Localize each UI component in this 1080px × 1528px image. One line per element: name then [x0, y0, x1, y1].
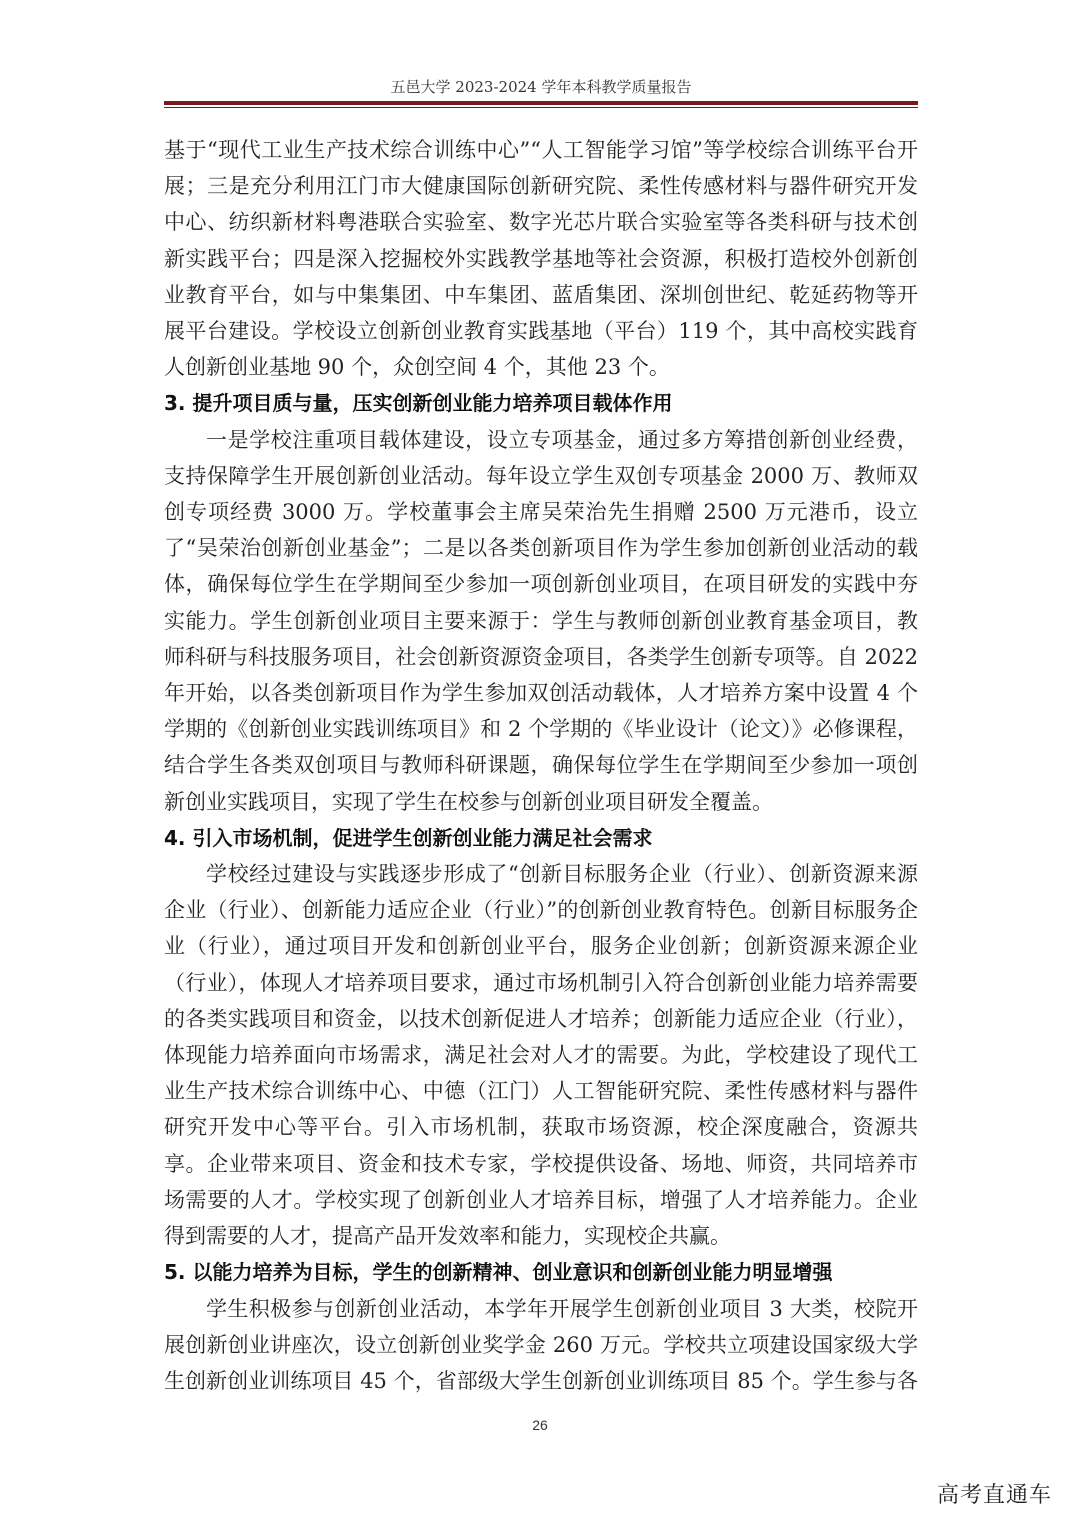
heading-section-4: 4. 引入市场机制，促进学生创新创业能力满足社会需求 [164, 825, 653, 850]
body-text [164, 132, 918, 1399]
running-header: 五邑大学 2023-2024 学年本科教学质量报告 [390, 78, 692, 96]
heading-section-3: 3. 提升项目质与量，压实创新创业能力培养项目载体作用 [164, 391, 673, 416]
header-rule-thin [164, 107, 918, 108]
header-rule-thick [164, 101, 918, 105]
paragraph-student-abilities: 学生积极参与创新创业活动，本学年开展学生创新创业项目 3 大类，校院开展创新创业讲座次，设立创新创业奖学金 260 万元。学校共立项建设国家级大学生创新创业训练项目 45 个，省部级大学生创新创业训练项目 85 个。学生参与各 [164, 1296, 918, 1393]
paragraph-platforms: 基于“现代工业生产技术综合训练中心”“人工智能学习馆”等学校综合训练平台开展；三是充分利用江门市大健康国际创新研究院、柔性传感材料与器件研究开发中心、纺织新材料粤港联合实验室、数字光芯片联合实验室等各类科研与技术创新实践平台；四是深入挖掘校外实践教学基地等社会资源，积极打造校外创新创业教育平台，如与中集集团、中车集团、蓝盾集团、深圳创世纪、乾延药物等开展平台建设。学校设立创新创业教育实践基地（平台）119 个，其中高校实践育人创新创业基地 90 个，众创空间 4 个，其他 23 个。 [164, 138, 918, 380]
page-number: 26 [532, 1417, 548, 1433]
paragraph-market-mechanism: 学校经过建设与实践逐步形成了“创新目标服务企业（行业）、创新资源来源企业（行业）、创新能力适应企业（行业）”的创新创业教育特色。创新目标服务企业（行业），通过项目开发和创新创业平台，服务企业创新；创新资源来源企业（行业），体现人才培养项目要求，通过市场机制引入符合创新创业能力培养需要的各类实践项目和资金，以技术创新促进人才培养；创新能力适应企业（行业），体现能力培养面向市场需求，满足社会对人才的需要。为此，学校建设了现代工业生产技术综合训练中心、中德（江门）人工智能研究院、柔性传感材料与器件研究开发中心等平台。引入市场机制，获取市场资源，校企深度融合，资源共享。企业带来项目、资金和技术专家，学校提供设备、场地、师资，共同培养市场需要的人才。学校实现了创新创业人才培养目标，增强了人才培养能力。企业得到需要的人才，提高产品开发效率和能力，实现校企共赢。 [164, 862, 918, 1249]
heading-section-5: 5. 以能力培养为目标，学生的创新精神、创业意识和创新创业能力明显增强 [164, 1260, 833, 1285]
paragraph-project-carriers: 一是学校注重项目载体建设，设立专项基金，通过多方筹措创新创业经费，支持保障学生开展创新创业活动。每年设立学生双创专项基金 2000 万、教师双创专项经费 3000 万。学校董事会主席吴荣治先生捐赠 2500 万元港币，设立了“吴荣治创新创业基金”；二是以各类创新项目作为学生参加创新创业活动的载体，确保每位学生在学期间至少参加一项创新创业项目，在项目研发的实践中夯实能力。学生创新创业项目主要来源于：学生与教师创新创业教育基金项目，教师科研与科技服务项目，社会创新资源资金项目，各类学生创新专项等。自 2022 年开始，以各类创新项目作为学生参加双创活动载体，人才培养方案中设置 4 个学期的《创新创业实践训练项目》和 2 个学期的《毕业设计（论文）》必修课程，结合学生各类双创项目与教师科研课题，确保每位学生在学期间至少参加一项创新创业实践项目，实现了学生在校参与创新创业项目研发全覆盖。 [164, 427, 918, 814]
watermark-logo-text: 高考直通车 [936, 1483, 1052, 1508]
